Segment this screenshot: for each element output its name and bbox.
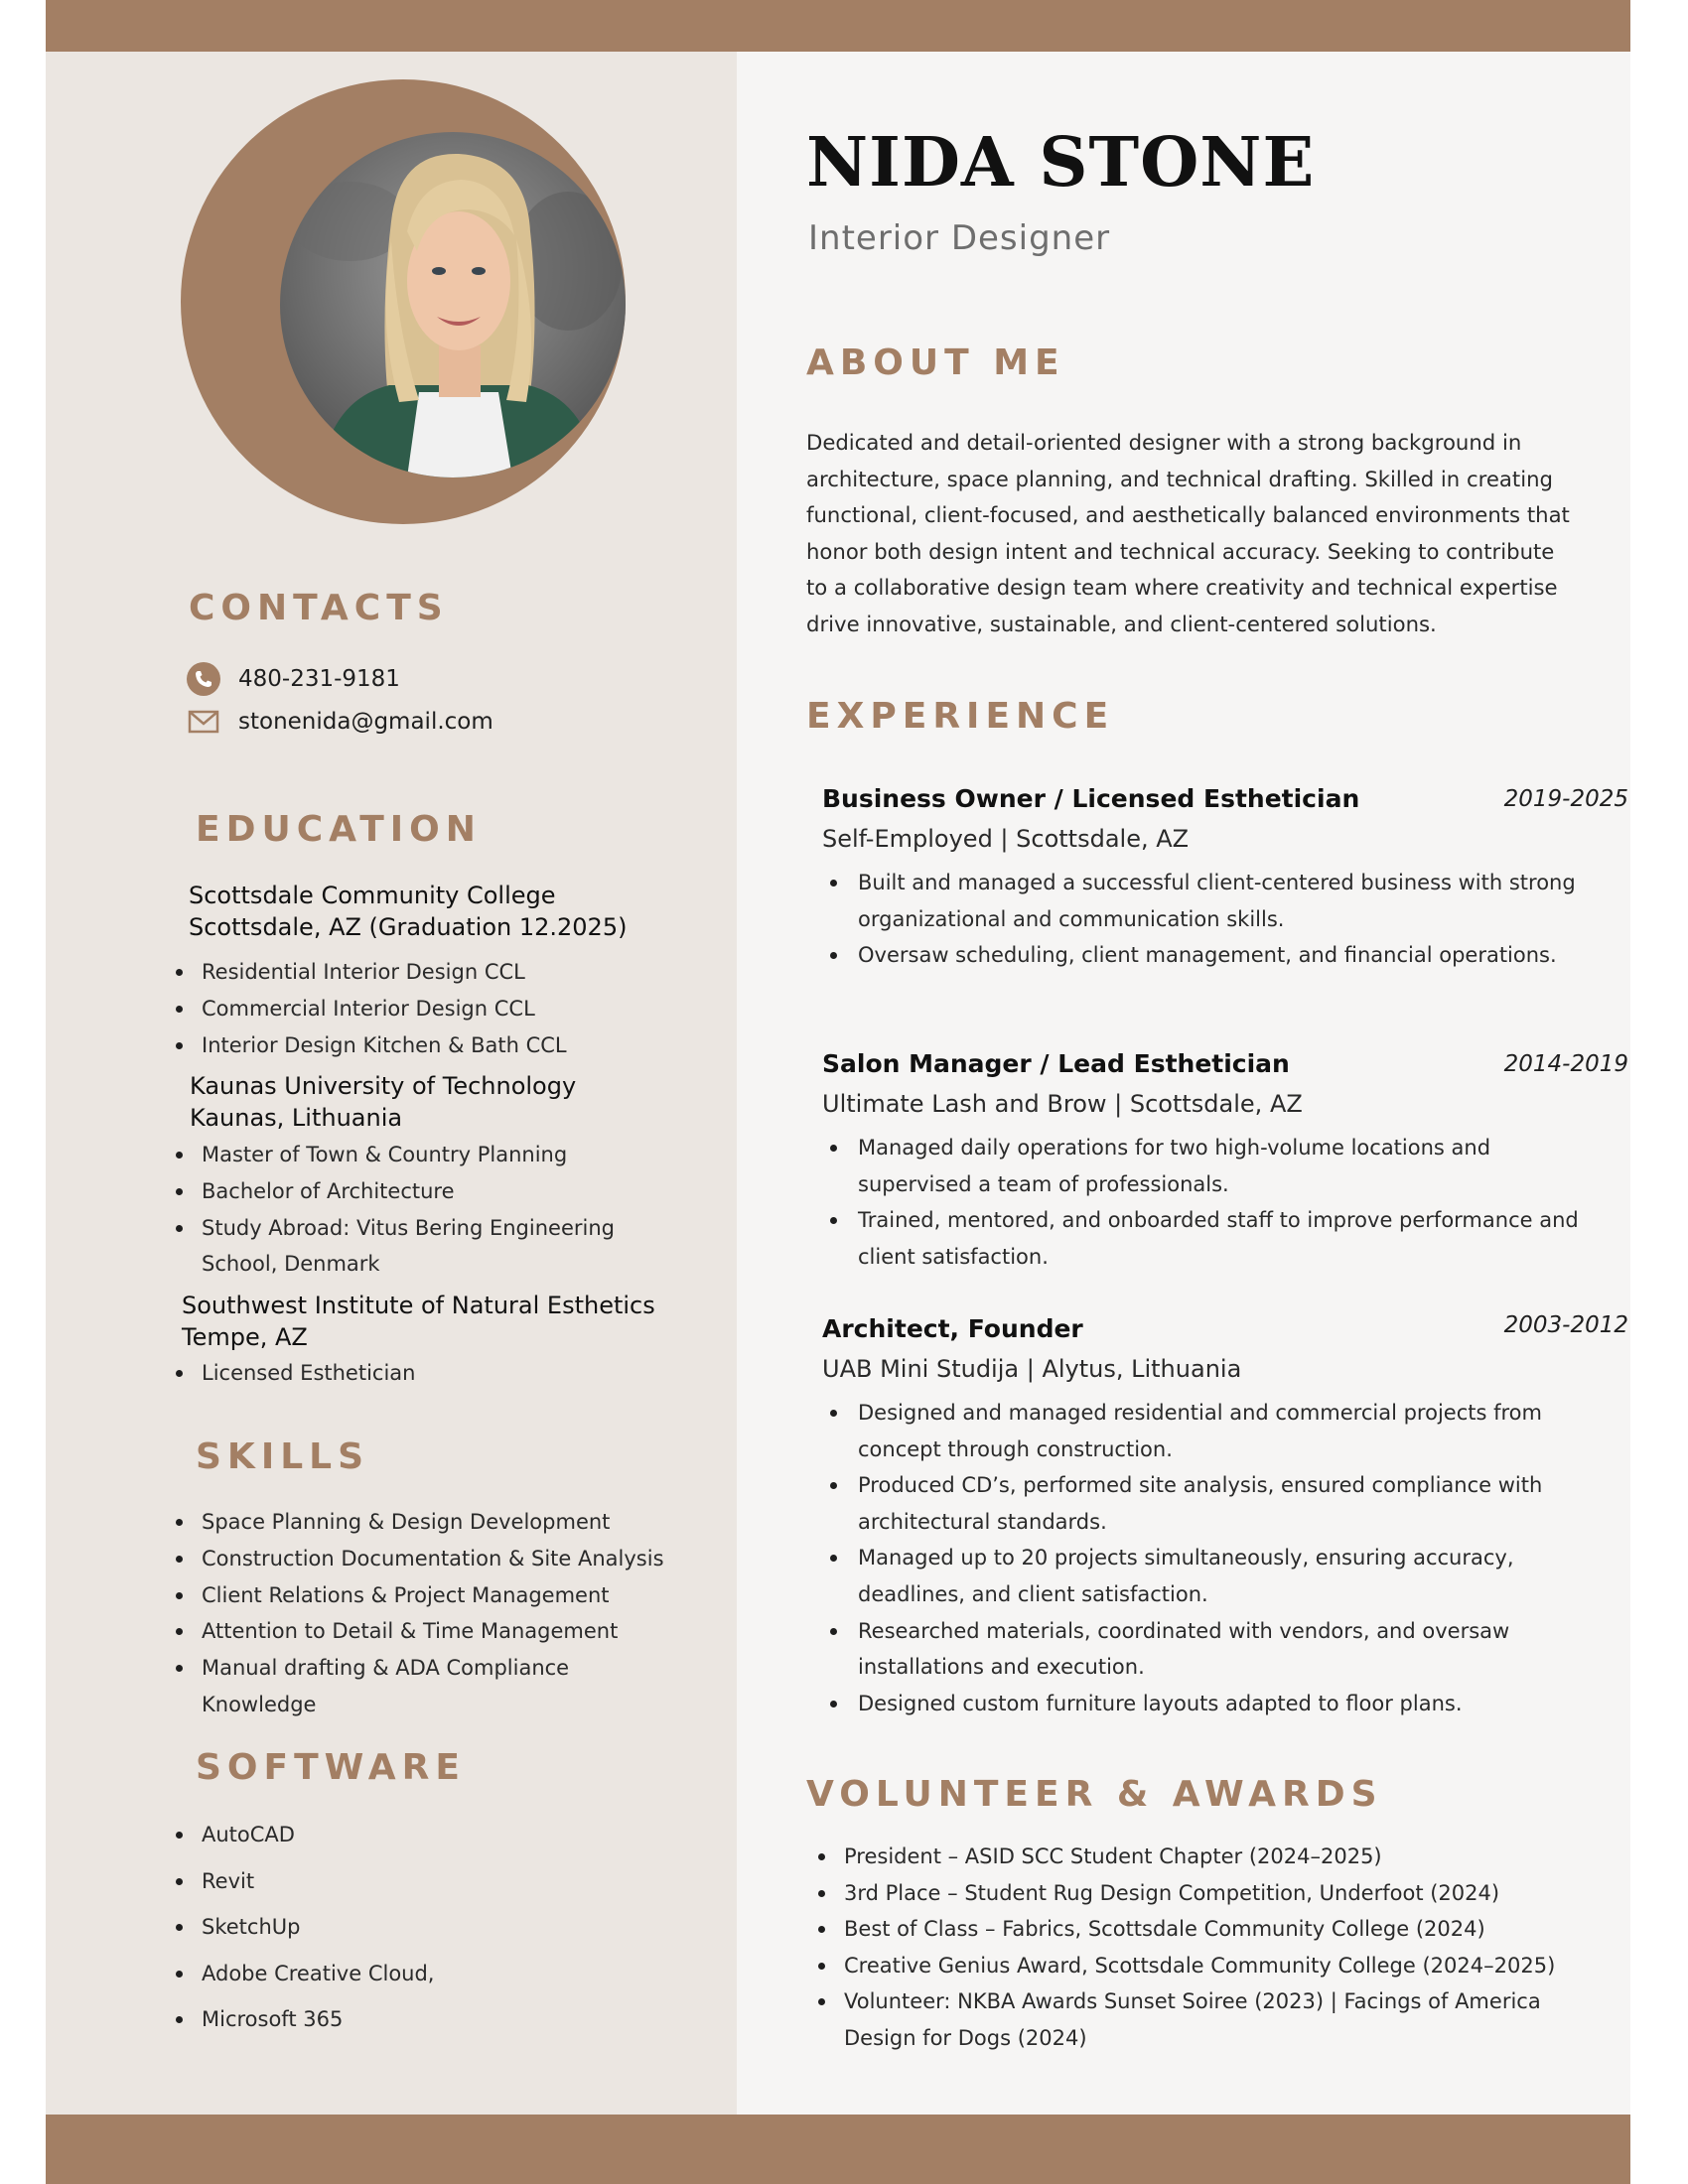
job-dates: 2003-2012: [1503, 1312, 1628, 1338]
job-bullets: [822, 1130, 1597, 1275]
list-item: Bachelor of Architecture: [174, 1173, 638, 1210]
school-1-list: [174, 954, 567, 1063]
school-location: Scottsdale, AZ (Graduation 12.2025): [189, 913, 628, 941]
list-item: Interior Design Kitchen & Bath CCL: [174, 1027, 567, 1064]
list-item: Construction Documentation & Site Analysis: [174, 1541, 690, 1577]
list-item: Volunteer: NKBA Awards Sunset Soiree (2023) | Facings of America Design for Dogs (2024): [808, 1983, 1603, 2056]
about-heading: ABOUT ME: [806, 342, 1065, 383]
envelope-icon: [187, 705, 220, 739]
list-item: Produced CD’s, performed site analysis, ensured compliance with architectural standards.: [822, 1467, 1597, 1540]
profile-photo: [280, 132, 626, 478]
school-2-list: [174, 1137, 638, 1283]
school-3-list: [174, 1355, 415, 1392]
list-item: Attention to Detail & Time Management: [174, 1613, 690, 1650]
list-item: 3rd Place – Student Rug Design Competition, Underfoot (2024): [808, 1875, 1603, 1912]
list-item: Oversaw scheduling, client management, and financial operations.: [822, 937, 1597, 974]
portrait-illustration: [280, 132, 626, 478]
experience-heading: EXPERIENCE: [806, 696, 1115, 737]
list-item: Best of Class – Fabrics, Scottsdale Community College (2024): [808, 1911, 1603, 1948]
job-bullets: [822, 1395, 1597, 1721]
bottom-accent-bar: [46, 2115, 1630, 2184]
list-item: Managed daily operations for two high-volume locations and supervised a team of professionals.: [822, 1130, 1597, 1202]
list-item: President – ASID SCC Student Chapter (2024–2025): [808, 1839, 1603, 1875]
list-item: Client Relations & Project Management: [174, 1577, 690, 1614]
job-company: Self-Employed | Scottsdale, AZ: [822, 825, 1190, 853]
list-item: Manual drafting & ADA Compliance Knowledge: [174, 1650, 609, 1723]
list-item: Designed and managed residential and commercial projects from concept through construction.: [822, 1395, 1597, 1467]
list-item: Licensed Esthetician: [174, 1355, 415, 1392]
job-role: Business Owner / Licensed Esthetician: [822, 784, 1360, 813]
list-item: Creative Genius Award, Scottsdale Community College (2024–2025): [808, 1948, 1603, 1984]
software-heading: SOFTWARE: [196, 1747, 466, 1788]
job-company: UAB Mini Studija | Alytus, Lithuania: [822, 1355, 1242, 1383]
school-3: [182, 1290, 655, 1353]
phone-row: [187, 662, 400, 696]
candidate-name: NIDA STONE: [806, 123, 1316, 203]
school-name: Kaunas University of Technology: [190, 1072, 577, 1100]
list-item: Revit: [174, 1858, 434, 1905]
email-address[interactable]: stonenida@gmail.com: [238, 709, 493, 735]
software-list: [174, 1812, 434, 2043]
school-2: [190, 1070, 576, 1134]
volunteer-list: [808, 1839, 1603, 2057]
list-item: Managed up to 20 projects simultaneously, ensuring accuracy, deadlines, and client satisfaction.: [822, 1540, 1597, 1612]
list-item: Master of Town & Country Planning: [174, 1137, 638, 1173]
list-item: AutoCAD: [174, 1812, 434, 1858]
list-item: SketchUp: [174, 1904, 434, 1951]
list-item: Microsoft 365: [174, 1996, 434, 2043]
phone-icon: [187, 662, 220, 696]
job-dates: 2014-2019: [1503, 1051, 1628, 1077]
list-item: Commercial Interior Design CCL: [174, 991, 567, 1027]
list-item: Adobe Creative Cloud,: [174, 1951, 434, 1997]
school-location: Tempe, AZ: [182, 1323, 308, 1351]
contacts-heading: CONTACTS: [189, 588, 449, 628]
skills-heading: SKILLS: [196, 1436, 370, 1477]
list-item: Trained, mentored, and onboarded staff to improve performance and client satisfaction.: [822, 1202, 1597, 1275]
school-location: Kaunas, Lithuania: [190, 1104, 403, 1132]
school-name: Southwest Institute of Natural Esthetics: [182, 1292, 655, 1319]
top-accent-bar: [46, 0, 1630, 52]
list-item: Residential Interior Design CCL: [174, 954, 567, 991]
education-heading: EDUCATION: [196, 809, 482, 850]
job-role: Architect, Founder: [822, 1314, 1083, 1343]
skills-list: [174, 1504, 690, 1723]
about-text: Dedicated and detail-oriented designer with a strong background in architecture, space planning, and technical drafting. Skilled in creating functional, client-focused, and aesthetically balanced environments that honor both design intent and technical accuracy. Seeking to contribute to a collaborative design team where creativity and technical expertise drive innovative, sustainable, and client-centered solutions.: [806, 430, 1570, 636]
school-name: Scottsdale Community College: [189, 882, 556, 909]
school-1: [189, 880, 627, 943]
volunteer-heading: VOLUNTEER & AWARDS: [806, 1774, 1383, 1815]
job-role: Salon Manager / Lead Esthetician: [822, 1049, 1290, 1078]
job-dates: 2019-2025: [1503, 786, 1628, 812]
job-title-headline: Interior Designer: [808, 218, 1111, 258]
job-company: Ultimate Lash and Brow | Scottsdale, AZ: [822, 1090, 1303, 1118]
list-item: Study Abroad: Vitus Bering Engineering School, Denmark: [174, 1210, 638, 1284]
list-item: Built and managed a successful client-centered business with strong organizational and communication skills.: [822, 865, 1597, 937]
phone-number[interactable]: 480-231-9181: [238, 666, 400, 692]
email-row: [187, 705, 493, 739]
job-bullets: [822, 865, 1597, 974]
list-item: Space Planning & Design Development: [174, 1504, 690, 1541]
list-item: Designed custom furniture layouts adapted to floor plans.: [822, 1686, 1597, 1722]
list-item: Researched materials, coordinated with vendors, and oversaw installations and execution.: [822, 1613, 1597, 1686]
